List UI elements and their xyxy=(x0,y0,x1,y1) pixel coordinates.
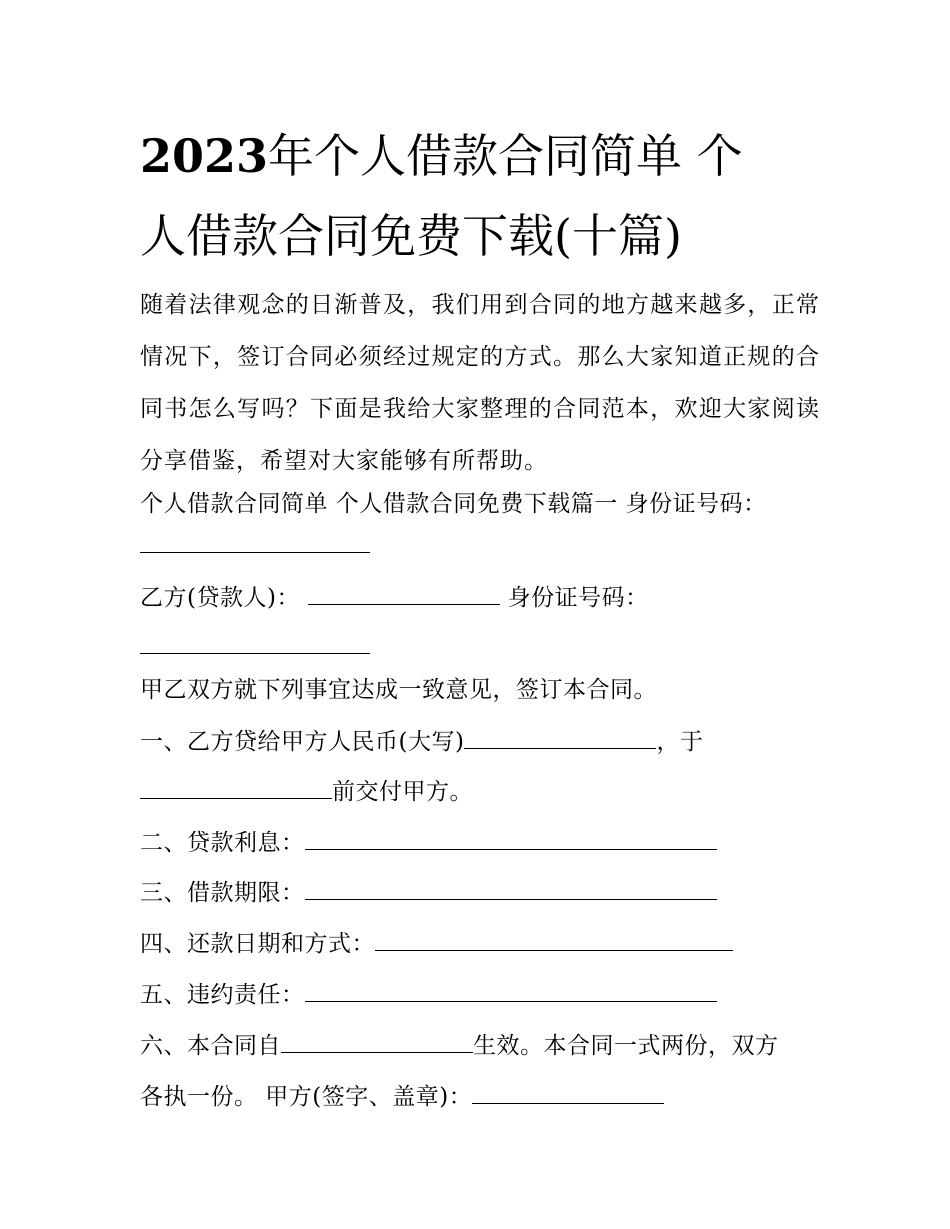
clause-5-line xyxy=(140,975,717,1015)
agreement-text: 甲乙双方就下列事宜达成一致意见，签订本合同。 xyxy=(140,677,657,703)
id-number-blank-b xyxy=(140,627,370,654)
clause-6-end: 各执一份。 甲方(签字、盖章)： xyxy=(140,1084,473,1110)
clause-1-line xyxy=(140,722,703,762)
party-b-id-label: 身份证号码： xyxy=(507,585,649,611)
clause-3-label: 三、借款期限： xyxy=(140,880,305,906)
liability-blank xyxy=(305,975,717,1002)
clause-1-cont xyxy=(140,772,473,812)
contract-heading-text: 个人借款合同简单 个人借款合同免费下载篇一 身份证号码： xyxy=(140,491,767,517)
id-blank-line-b xyxy=(140,627,370,667)
party-a-signature-blank xyxy=(472,1077,664,1104)
clause-4-line xyxy=(140,924,733,964)
clause-6-line xyxy=(140,1026,779,1066)
clause-1-label: 一、乙方贷给甲方人民币(大写) xyxy=(140,729,465,755)
effective-date-blank xyxy=(281,1026,473,1053)
id-blank-line-a xyxy=(140,526,370,566)
clause-6-cont xyxy=(140,1077,664,1117)
clause-6-mid: 生效。本合同一式两份，双方 xyxy=(473,1033,779,1059)
clause-2-line xyxy=(140,823,717,863)
title-line2: 人借款合同免费下载(十篇) xyxy=(140,209,682,263)
clause-2-label: 二、贷款利息： xyxy=(140,830,305,856)
party-b-line xyxy=(140,578,649,618)
term-blank xyxy=(305,873,717,900)
clause-1-mid: ，于 xyxy=(656,729,704,755)
amount-blank xyxy=(464,722,656,749)
clause-4-label: 四、还款日期和方式： xyxy=(140,931,375,957)
delivery-date-blank xyxy=(140,772,332,799)
repayment-blank xyxy=(375,924,733,951)
party-b-name-blank xyxy=(308,578,500,605)
title-line1-rest: 年个人借款合同简单 个 xyxy=(268,129,743,183)
id-number-blank-a xyxy=(140,526,370,553)
intro-paragraph: 随着法律观念的日渐普及，我们用到合同的地方越来越多，正常情况下，签订合同必须经过规定的方式。那么大家知道正规的合同书怎么写吗？下面是我给大家整理的合同范本，欢迎大家阅读分享借鉴，希望对大家能够有所帮助。 xyxy=(140,292,820,474)
contract-heading xyxy=(140,484,767,524)
clause-6-label: 六、本合同自 xyxy=(140,1033,281,1059)
agreement-line xyxy=(140,670,657,710)
clause-5-label: 五、违约责任： xyxy=(140,982,305,1008)
title-year: 2023 xyxy=(140,129,269,183)
interest-blank xyxy=(305,823,717,850)
clause-3-line xyxy=(140,873,717,913)
document-title xyxy=(140,116,820,276)
party-b-label: 乙方(贷款人)： xyxy=(140,585,300,611)
clause-1-end: 前交付甲方。 xyxy=(332,779,473,805)
